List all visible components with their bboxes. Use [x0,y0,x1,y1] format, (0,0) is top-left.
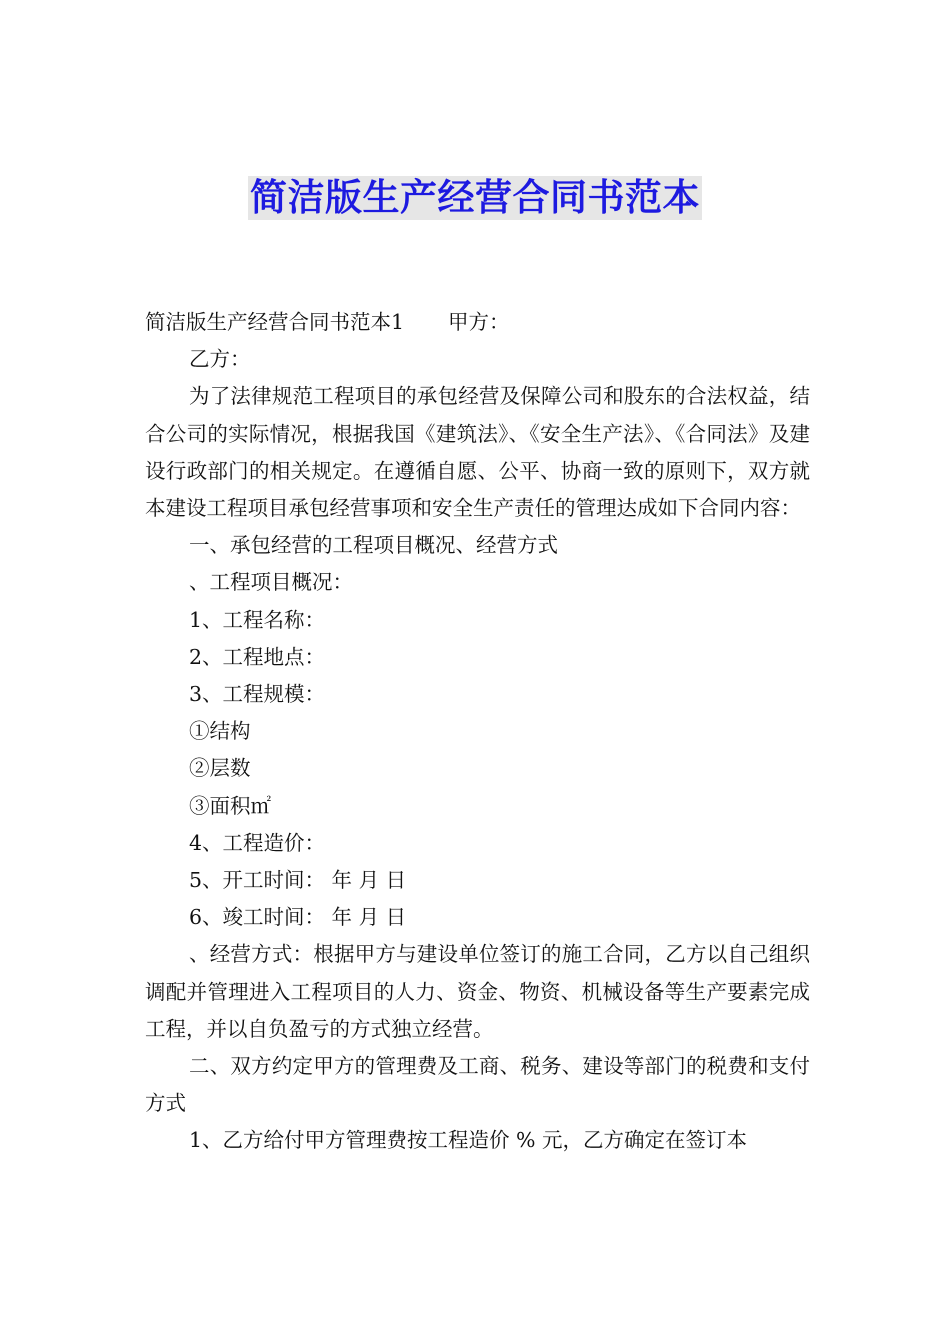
paragraph-operation-mode: 、经营方式：根据甲方与建设单位签订的施工合同，乙方以自己组织调配并管理进入工程项目的人力、资金、物资、机械设备等生产要素完成工程，并以自负盈亏的方式独立经营。 [145,942,810,1041]
paragraph-preamble: 为了法律规范工程项目的承包经营及保障公司和股东的合法权益，结合公司的实际情况，根据我国《建筑法》、《安全生产法》、《合同法》及建设行政部门的相关规定。在遵循自愿、公平、协商一致的原则下，双方就本建设工程项目承包经营事项和安全生产责任的管理达成如下合同内容： [145,384,810,521]
section-heading-2: 二、双方约定甲方的管理费及工商、税务、建设等部门的税费和支付方式 [145,1054,810,1116]
paragraph-heading-line [145,304,810,341]
party-b-label: 乙方： [189,347,251,372]
document-title [0,176,950,220]
item-completion-date: 6、竣工时间： 年 月 日 [189,905,407,930]
item-start-date: 5、开工时间： 年 月 日 [189,868,407,893]
item-project-cost: 4、工程造价： [189,830,326,855]
item-floors: ②层数 [189,756,251,781]
section-heading-1: 一、承包经营的工程项目概况、经营方式 [189,533,558,558]
contract-subtitle: 简洁版生产经营合同书范本1 [145,310,405,334]
document-body [145,304,810,1160]
item-structure: ①结构 [189,719,251,744]
paragraph-management-fee: 1、乙方给付甲方管理费按工程造价 % 元，乙方确定在签订本 [189,1128,748,1153]
item-project-location: 2、工程地点： [189,644,326,669]
item-project-scale: 3、工程规模： [189,682,326,707]
item-area: ③面积㎡ [189,793,271,818]
document-title-text: 简洁版生产经营合同书范本 [250,176,700,219]
subsection-overview: 、工程项目概况： [189,570,353,595]
party-a-label: 甲方： [448,310,510,334]
item-project-name: 1、工程名称： [189,607,326,632]
